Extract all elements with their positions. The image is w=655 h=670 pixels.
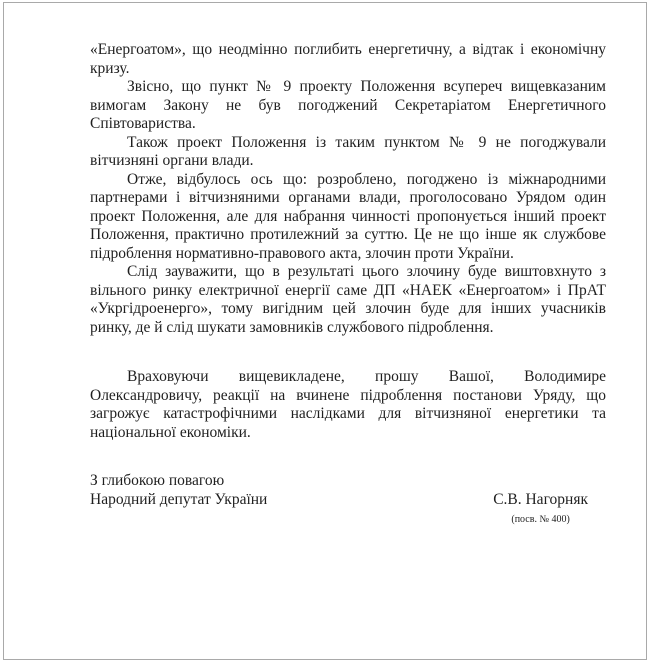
letter-body bbox=[90, 41, 606, 528]
salutation-line: З глибокою повагою bbox=[90, 472, 225, 489]
paragraph-energoatom-crisis: «Енергоатом», що неодмінно поглибить енергетичну, а відтак і економічну кризу. bbox=[90, 41, 606, 77]
paragraph-point9-not-approved: Звісно, що пункт № 9 проекту Положення всупереч вищевказаним вимогам Закону не був погоджений Секретаріатом Енергетичного Співтовариства. bbox=[90, 78, 606, 132]
paragraph-appeal-to-president: Враховуючи вищевикладене, прошу Вашої, Володимире Олександровичу, реакції на вчинене підроблення постанови Уряду, що загрожує катастрофічними наслідками для вітчизняної енергетики та національної економіки. bbox=[90, 368, 606, 441]
document-page bbox=[3, 2, 647, 660]
signer-name-block bbox=[493, 491, 588, 528]
signer-credential: (посв. № 400) bbox=[511, 514, 570, 525]
paragraph-forgery-description: Отже, відбулось ось що: розроблено, погоджено із міжнародними партнерами і вітчизняними органами влади, проголосовано Урядом один проект Положення, але для набрання чинності пропонується інший проект Положення, практично протилежний за суттю. Це не що інше як службове підроблення нормативно-правового акта, злочин проти України. bbox=[90, 170, 606, 262]
paragraph-domestic-authorities: Також проект Положення із таким пунктом № 9 не погоджували вітчизняні органи влади. bbox=[90, 133, 606, 169]
signer-name: С.В. Нагорняк bbox=[493, 490, 588, 508]
closing-block bbox=[90, 472, 606, 528]
signer-title: Народний депутат України bbox=[90, 490, 268, 508]
paragraph-market-consequences: Слід зауважити, що в результаті цього злочину буде виштовхнуто з вільного ринку електричної енергії саме ДП «НАЕК «Енергоатом» і ПрАТ «Укргідроенерго», тому вигідним цей злочин буде для інших учасників ринку, де й слід шукати замовників службового підроблення. bbox=[90, 263, 606, 336]
signature-row bbox=[90, 491, 606, 528]
